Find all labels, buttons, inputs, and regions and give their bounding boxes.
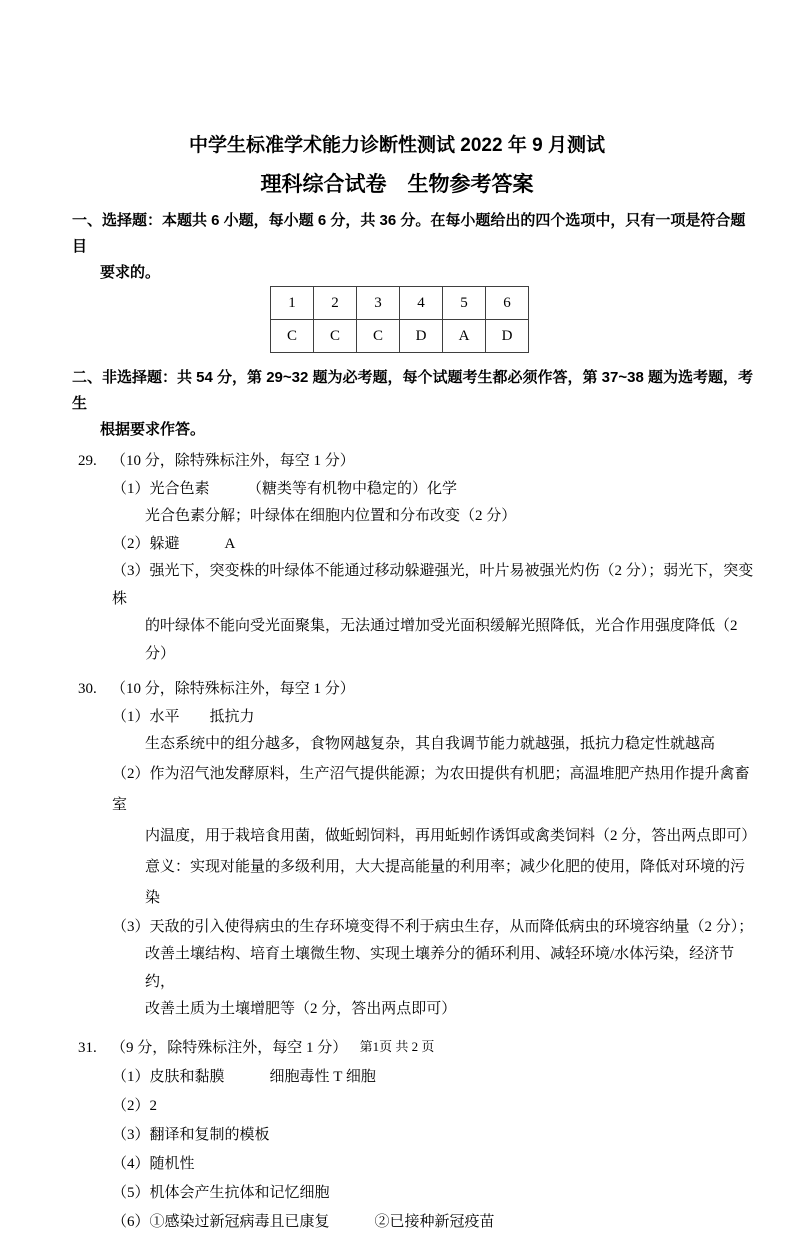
- question-31: [0, 1034, 794, 1237]
- q31-item-2: （2）2: [112, 1097, 158, 1114]
- question-31-number: 31.: [78, 1039, 97, 1056]
- question-29-note: （10 分，除特殊标注外，每空 1 分）: [111, 453, 355, 469]
- page-number-footer: 第1页 共 2 页: [359, 1039, 435, 1054]
- question-29: [0, 448, 794, 668]
- question-31-note: （9 分，除特殊标注外，每空 1 分）: [111, 1039, 348, 1056]
- q31-item-3: （3）翻译和复制的模板: [112, 1126, 270, 1143]
- question-30-note: （10 分，除特殊标注外，每空 1 分）: [111, 681, 355, 697]
- answer-key-table: [270, 286, 529, 353]
- q29-item-3: （3）强光下，突变株的叶绿体不能通过移动躲避强光，叶片易被强光灼伤（2 分）；弱光下，突变株: [112, 563, 754, 607]
- q30-item-3-cont1: 改善土壤结构、培育土壤微生物、实现土壤养分的循环利用、减轻环境/水体污染，经济节约，: [145, 946, 735, 990]
- q29-item-3-cont: 的叶绿体不能向受光面聚集，无法通过增加受光面积缓解光照降低，光合作用强度降低（2 分）: [145, 618, 738, 662]
- question-29-header: [0, 448, 794, 476]
- question-number-cell: 6: [486, 287, 529, 320]
- q29-item-1: （1）光合色素 （糖类等有机物中稳定的）化学: [112, 480, 458, 497]
- question-30-header: [0, 676, 794, 704]
- question-29-number: 29.: [78, 453, 97, 469]
- answer-cell: D: [400, 320, 443, 353]
- question-number-cell: 5: [443, 287, 486, 320]
- section-non-choice-heading-line2: 根据要求作答。: [100, 421, 206, 438]
- q30-item-2-cont1: 内温度，用于栽培食用菌，做蚯蚓饲料，再用蚯蚓作诱饵或禽类饲料（2 分，答出两点即可）: [145, 827, 757, 844]
- document-title: 中学生标准学术能力诊断性测试 2022 年 9 月测试: [189, 135, 605, 156]
- q31-item-6: （6）①感染过新冠病毒且已康复 ②已接种新冠疫苗: [112, 1213, 495, 1230]
- q29-item-1-sub: 光合色素分解；叶绿体在细胞内位置和分布改变（2 分）: [145, 508, 517, 524]
- document-subtitle: 理科综合试卷 生物参考答案: [260, 173, 534, 196]
- question-number-cell: 3: [357, 287, 400, 320]
- q31-item-4: （4）随机性: [112, 1155, 195, 1172]
- answer-cell: D: [486, 320, 529, 353]
- answer-cell: C: [314, 320, 357, 353]
- section-choice-heading: [0, 208, 794, 286]
- answer-cell: A: [443, 320, 486, 353]
- q31-item-1: （1）皮肤和黏膜 细胞毒性 T 细胞: [112, 1068, 376, 1085]
- question-number-row: [271, 287, 529, 320]
- section-non-choice-heading: [0, 365, 794, 443]
- section-choice-heading-line2: 要求的。: [100, 264, 161, 281]
- question-number-cell: 1: [271, 287, 314, 320]
- q30-item-1-sub: 生态系统中的组分越多，食物网越复杂，其自我调节能力就越强，抵抗力稳定性就越高: [145, 736, 716, 752]
- answer-cell: C: [271, 320, 314, 353]
- question-30-number: 30.: [78, 681, 97, 697]
- question-number-cell: 2: [314, 287, 357, 320]
- q30-item-1: （1）水平 抵抗力: [112, 708, 255, 725]
- q30-item-2: （2）作为沼气池发酵原料，生产沼气提供能源；为农田提供有机肥；高温堆肥产热用作提升禽畜室: [112, 765, 750, 813]
- section-choice-heading-line1: 一、选择题：本题共 6 小题，每小题 6 分，共 36 分。在每小题给出的四个选项中，只有一项是符合题目: [72, 212, 746, 255]
- q31-item-5: （5）机体会产生抗体和记忆细胞: [112, 1184, 330, 1201]
- answer-row: [271, 320, 529, 353]
- q30-item-3-cont2: 改善土质为土壤增肥等（2 分，答出两点即可）: [145, 1001, 457, 1017]
- section-non-choice-heading-line1: 二、非选择题：共 54 分，第 29~32 题为必考题，每个试题考生都必须作答，第 37~38 题为选考题，考生: [72, 369, 753, 412]
- answer-cell: C: [357, 320, 400, 353]
- q29-item-2: （2）躲避 A: [112, 535, 236, 552]
- question-number-cell: 4: [400, 287, 443, 320]
- q30-item-2-cont2: 意义：实现对能量的多级利用，大大提高能量的利用率；减少化肥的使用，降低对环境的污染: [145, 858, 746, 906]
- q30-item-3: （3）天敌的引入使得病虫的生存环境变得不利于病虫生存，从而降低病虫的环境容纳量（2 分）；: [112, 918, 754, 935]
- question-30: [0, 676, 794, 1024]
